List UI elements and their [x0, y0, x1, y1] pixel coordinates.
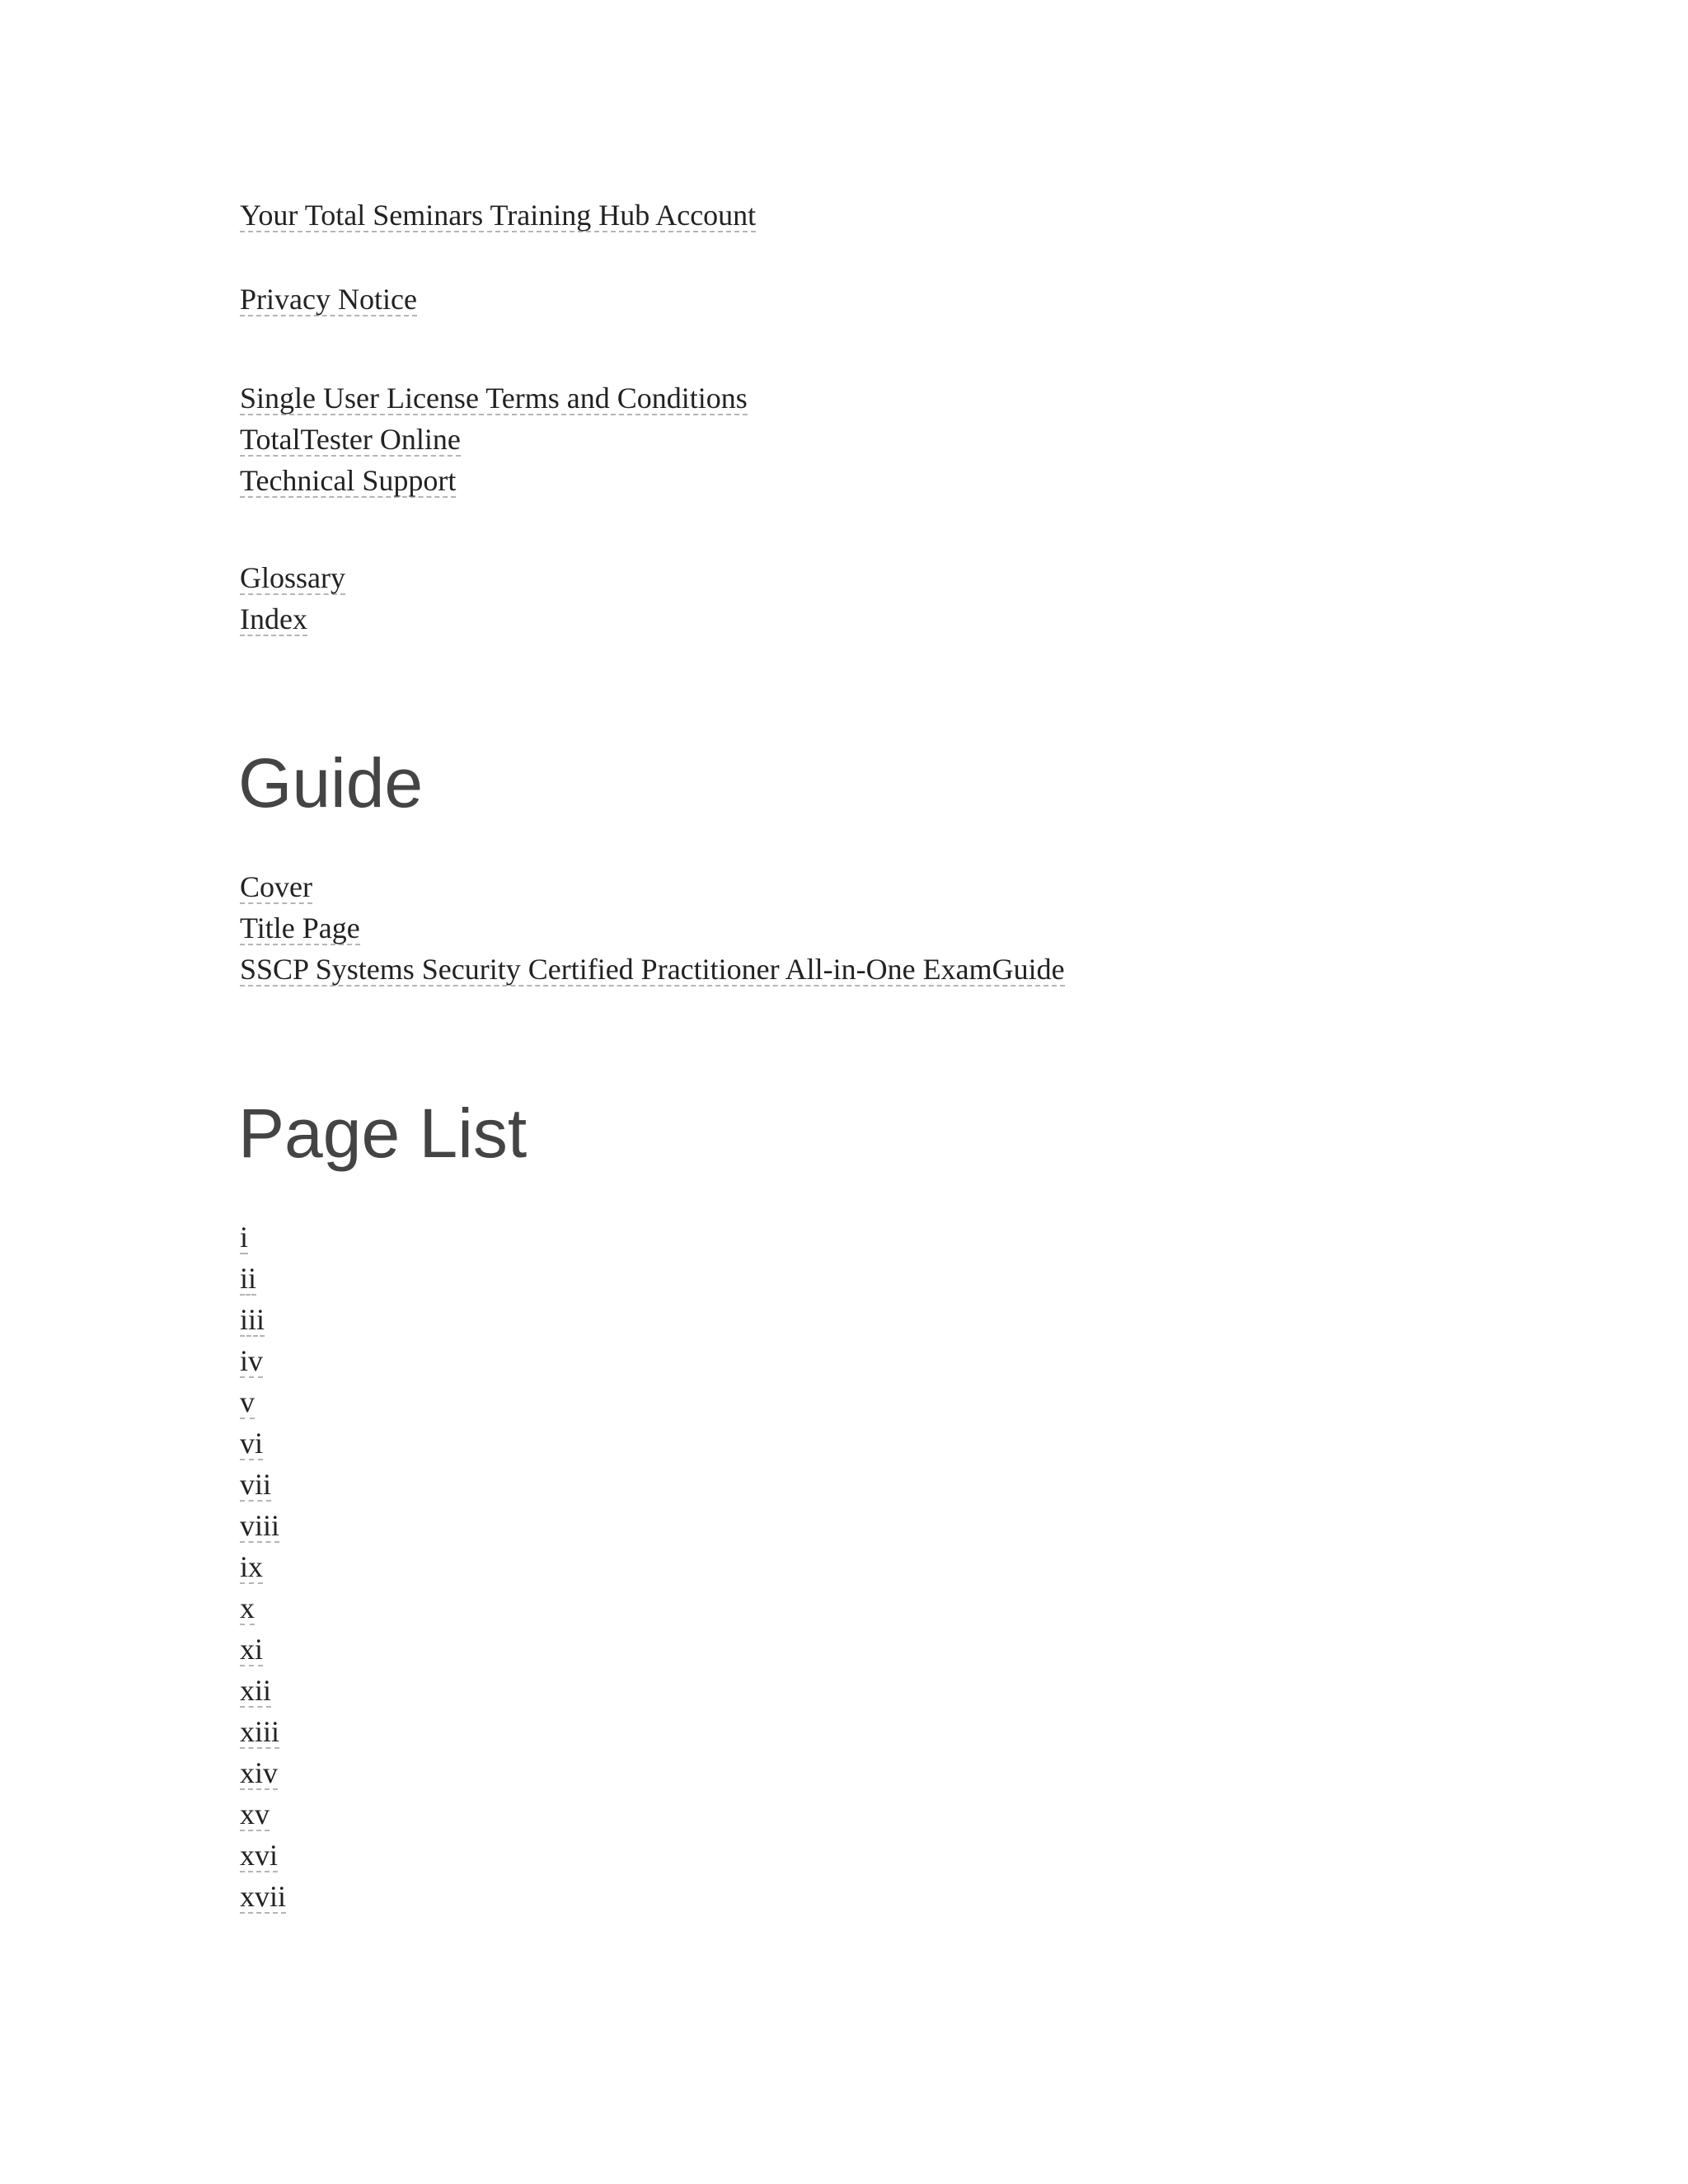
page-list-heading: Page List: [238, 1094, 528, 1172]
page-link[interactable]: xi: [240, 1633, 264, 1666]
page-link[interactable]: v: [240, 1385, 255, 1418]
page-link[interactable]: viii: [240, 1509, 280, 1542]
toc-link-glossary[interactable]: Glossary: [240, 561, 345, 594]
page-link[interactable]: i: [240, 1221, 249, 1254]
page-link[interactable]: vi: [240, 1427, 264, 1460]
guide-heading: Guide: [238, 744, 424, 822]
page-link[interactable]: xii: [240, 1674, 272, 1707]
toc-link-totaltester-online[interactable]: TotalTester Online: [240, 423, 461, 456]
page-link[interactable]: xv: [240, 1797, 270, 1830]
toc-link-technical-support[interactable]: Technical Support: [240, 464, 457, 497]
page-link[interactable]: iii: [240, 1303, 265, 1336]
toc-link-privacy-notice[interactable]: Privacy Notice: [240, 283, 417, 316]
page-link[interactable]: ix: [240, 1550, 264, 1583]
toc-link-exam-guide[interactable]: SSCP Systems Security Certified Practitioner All-in-One ExamGuide: [240, 953, 1065, 986]
toc-link-cover[interactable]: Cover: [240, 870, 312, 903]
page-link[interactable]: xiii: [240, 1715, 280, 1748]
page-link[interactable]: x: [240, 1591, 255, 1624]
toc-link-training-hub-account[interactable]: Your Total Seminars Training Hub Account: [240, 199, 757, 232]
page-link[interactable]: vii: [240, 1468, 272, 1501]
toc-link-index[interactable]: Index: [240, 602, 307, 635]
page-link[interactable]: iv: [240, 1344, 264, 1377]
page-link[interactable]: ii: [240, 1262, 257, 1295]
page-link[interactable]: xiv: [240, 1756, 279, 1789]
page-link[interactable]: xvii: [240, 1880, 287, 1913]
toc-link-title-page[interactable]: Title Page: [240, 912, 360, 944]
page-link[interactable]: xvi: [240, 1839, 279, 1872]
toc-link-license-terms[interactable]: Single User License Terms and Conditions: [240, 382, 748, 415]
